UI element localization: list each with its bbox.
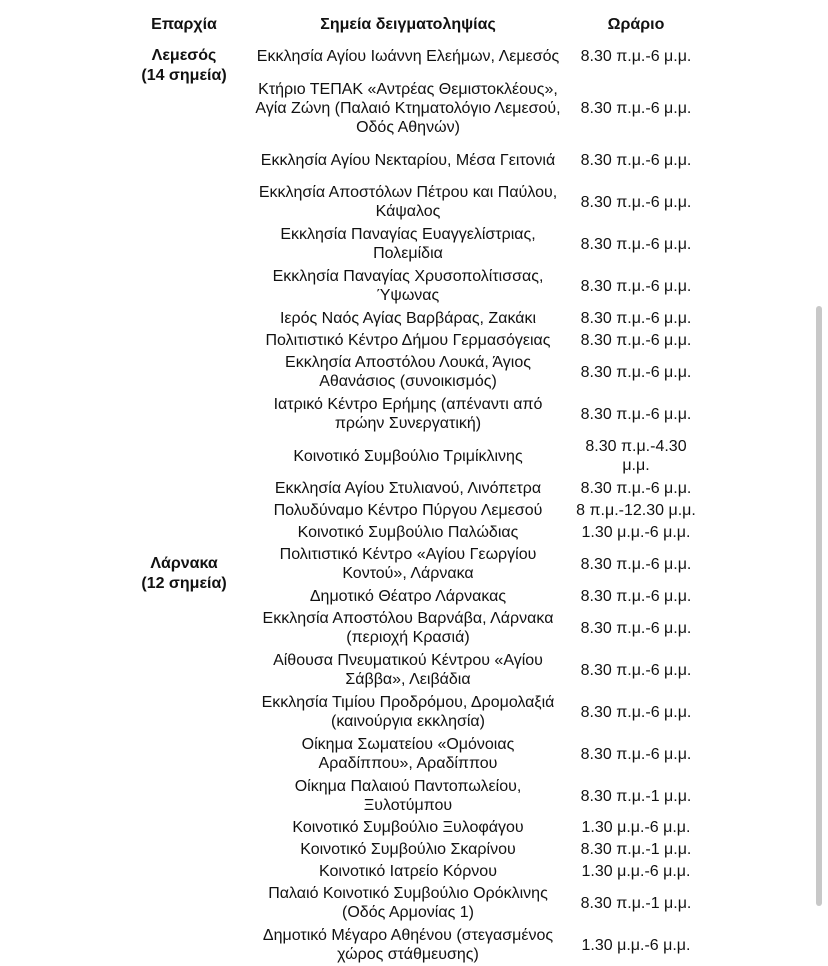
location-cell: Εκκλησία Αποστόλων Πέτρου και Παύλου, Κάψαλος (258, 184, 558, 220)
hours-cell: 8.30 π.μ.-6 μ.μ. (580, 331, 692, 349)
location-cell: Δημοτικό Θέατρο Λάρνακας (309, 587, 507, 605)
location-cell: Πολυδύναμο Κέντρο Πύργου Λεμεσού (273, 501, 543, 519)
location-cell: Εκκλησία Παναγίας Χρυσοπολίτισσας, Ύψωνας (272, 268, 544, 304)
hours-cell: 1.30 μ.μ.-6 μ.μ. (581, 818, 691, 836)
hours-cell: 8.30 π.μ.-6 μ.μ. (580, 151, 692, 169)
location-cell: Κοινοτικό Συμβούλιο Σκαρίνου (300, 840, 516, 858)
hours-cell: 8.30 π.μ.-4.30 μ.μ. (585, 438, 687, 474)
region-limassol (128, 44, 240, 88)
hours-cell: 8.30 π.μ.-6 μ.μ. (580, 99, 692, 117)
hours-cell: 8.30 π.μ.-6 μ.μ. (580, 405, 692, 423)
location-cell: Κτήριο ΤΕΠΑΚ «Αντρέας Θεμιστοκλέους», Αγία Ζώνη (Παλαιό Κτηματολόγιο Λεμεσού, Οδός Αθηνών) (255, 80, 561, 136)
region-count: (14 σημεία) (141, 67, 227, 84)
header-district: Επαρχία (151, 15, 217, 33)
location-cell: Παλαιό Κοινοτικό Συμβούλιο Ορόκλινης (Οδός Αρμονίας 1) (268, 885, 548, 921)
location-cell: Οίκημα Σωματείου «Ομόνοιας Αραδίππου», Αραδίππου (301, 736, 515, 772)
scrollbar[interactable] (816, 306, 822, 906)
location-cell: Εκκλησία Τιμίου Προδρόμου, Δρομολαξιά (καινούργια εκκλησία) (261, 694, 555, 730)
hours-cell: 8.30 π.μ.-1 μ.μ. (580, 840, 692, 858)
location-cell: Ιατρικό Κέντρο Ερήμης (απέναντι από πρώην Συνεργατική) (273, 396, 543, 432)
hours-cell: 1.30 μ.μ.-6 μ.μ. (581, 862, 691, 880)
location-cell: Εκκλησία Αγίου Ιωάννη Ελεήμων, Λεμεσός (256, 47, 560, 65)
region-larnaca (128, 552, 240, 596)
location-cell: Πολιτιστικό Κέντρο Δήμου Γερμασόγειας (265, 331, 551, 349)
header-locations: Σημεία δειγματοληψίας (320, 15, 496, 33)
region-name: Λάρνακα (150, 555, 218, 572)
location-cell: Πολιτιστικό Κέντρο «Αγίου Γεωργίου Κοντού», Λάρνακα (279, 546, 537, 582)
location-cell: Οίκημα Παλαιού Παντοπωλείου, Ξυλοτύμπου (294, 778, 522, 814)
hours-cell: 1.30 μ.μ.-6 μ.μ. (581, 523, 691, 541)
location-cell: Ιερός Ναός Αγίας Βαρβάρας, Ζακάκι (279, 309, 537, 327)
location-cell: Εκκλησία Αποστόλου Λουκά, Άγιος Αθανάσιος (συνοικισμός) (285, 354, 531, 390)
location-cell: Εκκλησία Αγίου Στυλιανού, Λινόπετρα (274, 479, 542, 497)
location-cell: Αίθουσα Πνευματικού Κέντρου «Αγίου Σάββα», Λειβάδια (273, 652, 543, 688)
location-cell: Εκκλησία Αγίου Νεκταρίου, Μέσα Γειτονιά (260, 151, 556, 169)
hours-cell: 8.30 π.μ.-6 μ.μ. (580, 193, 692, 211)
region-name: Λεμεσός (151, 47, 217, 64)
location-cell: Κοινοτικό Συμβούλιο Τριμίκλινης (293, 447, 523, 465)
hours-cell: 8.30 π.μ.-6 μ.μ. (580, 661, 692, 679)
location-cell: Κοινοτικό Ιατρείο Κόρνου (319, 862, 497, 880)
hours-cell: 8.30 π.μ.-1 μ.μ. (580, 787, 692, 805)
hours-cell: 8.30 π.μ.-6 μ.μ. (580, 703, 692, 721)
location-cell: Κοινοτικό Συμβούλιο Ξυλοφάγου (292, 818, 524, 836)
hours-cell: 8.30 π.μ.-6 μ.μ. (580, 555, 692, 573)
hours-cell: 8.30 π.μ.-6 μ.μ. (580, 745, 692, 763)
hours-cell: 8.30 π.μ.-1 μ.μ. (580, 894, 692, 912)
location-cell: Κοινοτικό Συμβούλιο Παλώδιας (297, 523, 519, 541)
hours-cell: 8.30 π.μ.-6 μ.μ. (580, 47, 692, 65)
hours-cell: 8.30 π.μ.-6 μ.μ. (580, 235, 692, 253)
header-hours: Ωράριο (607, 15, 665, 33)
location-cell: Εκκλησία Παναγίας Ευαγγελίστριας, Πολεμίδια (280, 226, 536, 262)
location-cell: Εκκλησία Αποστόλου Βαρνάβα, Λάρνακα (περιοχή Κρασιά) (262, 610, 554, 646)
hours-cell: 1.30 μ.μ.-6 μ.μ. (581, 936, 691, 954)
hours-cell: 8 π.μ.-12.30 μ.μ. (576, 501, 696, 519)
region-count: (12 σημεία) (141, 575, 227, 592)
hours-cell: 8.30 π.μ.-6 μ.μ. (580, 587, 692, 605)
hours-cell: 8.30 π.μ.-6 μ.μ. (580, 479, 692, 497)
hours-cell: 8.30 π.μ.-6 μ.μ. (580, 363, 692, 381)
hours-cell: 8.30 π.μ.-6 μ.μ. (580, 309, 692, 327)
location-cell: Δημοτικό Μέγαρο Αθηένου (στεγασμένος χώρος στάθμευσης) (262, 927, 554, 963)
hours-cell: 8.30 π.μ.-6 μ.μ. (580, 619, 692, 637)
hours-cell: 8.30 π.μ.-6 μ.μ. (580, 277, 692, 295)
